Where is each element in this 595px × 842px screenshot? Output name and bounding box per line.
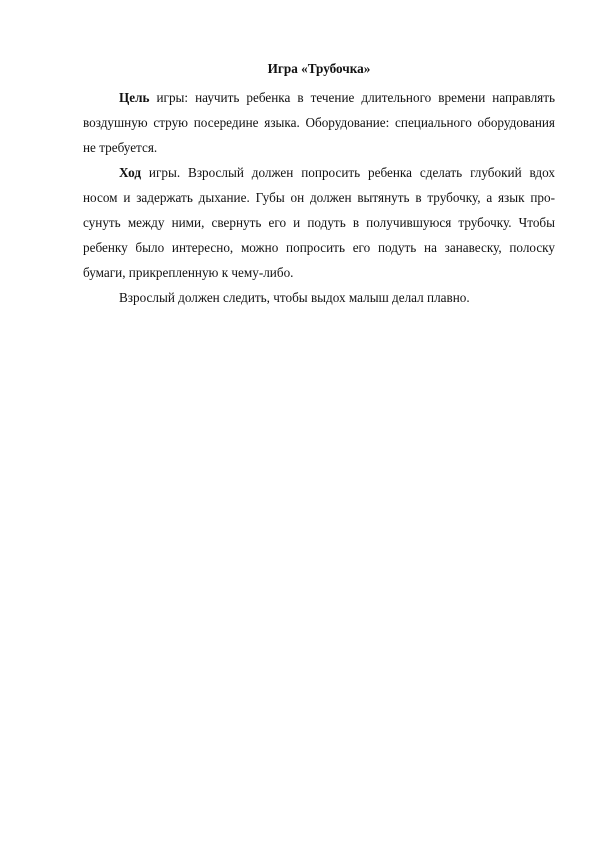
goal-lead-word: Цель [119, 90, 150, 105]
document-body [83, 56, 555, 310]
procedure-lead-word: Ход [119, 165, 142, 180]
note-text: Взрослый должен следить, чтобы выдох малыш делал плавно. [119, 290, 470, 305]
procedure-text: игры. Взрослый должен попросить ребенка сделать глубокий вдох носом и задержать дыхание. Губы он должен вытянуть в трубочку, а язык просунуть между ними, свернуть его и подуть в получившуюся трубочку. Чтобы ребенку было интересно, можно попросить его подуть на занавеску, полоску бумаги, прикрепленную к чему-либо. [83, 165, 555, 280]
note-paragraph [83, 285, 555, 310]
procedure-paragraph [83, 160, 555, 285]
goal-paragraph [83, 85, 555, 160]
goal-text: игры: научить ребенка в течение длительного времени направлять воздушную струю посередине языка. Оборудование: специального оборудования не требуется. [83, 90, 555, 155]
document-title: Игра «Трубочка» [267, 61, 371, 76]
